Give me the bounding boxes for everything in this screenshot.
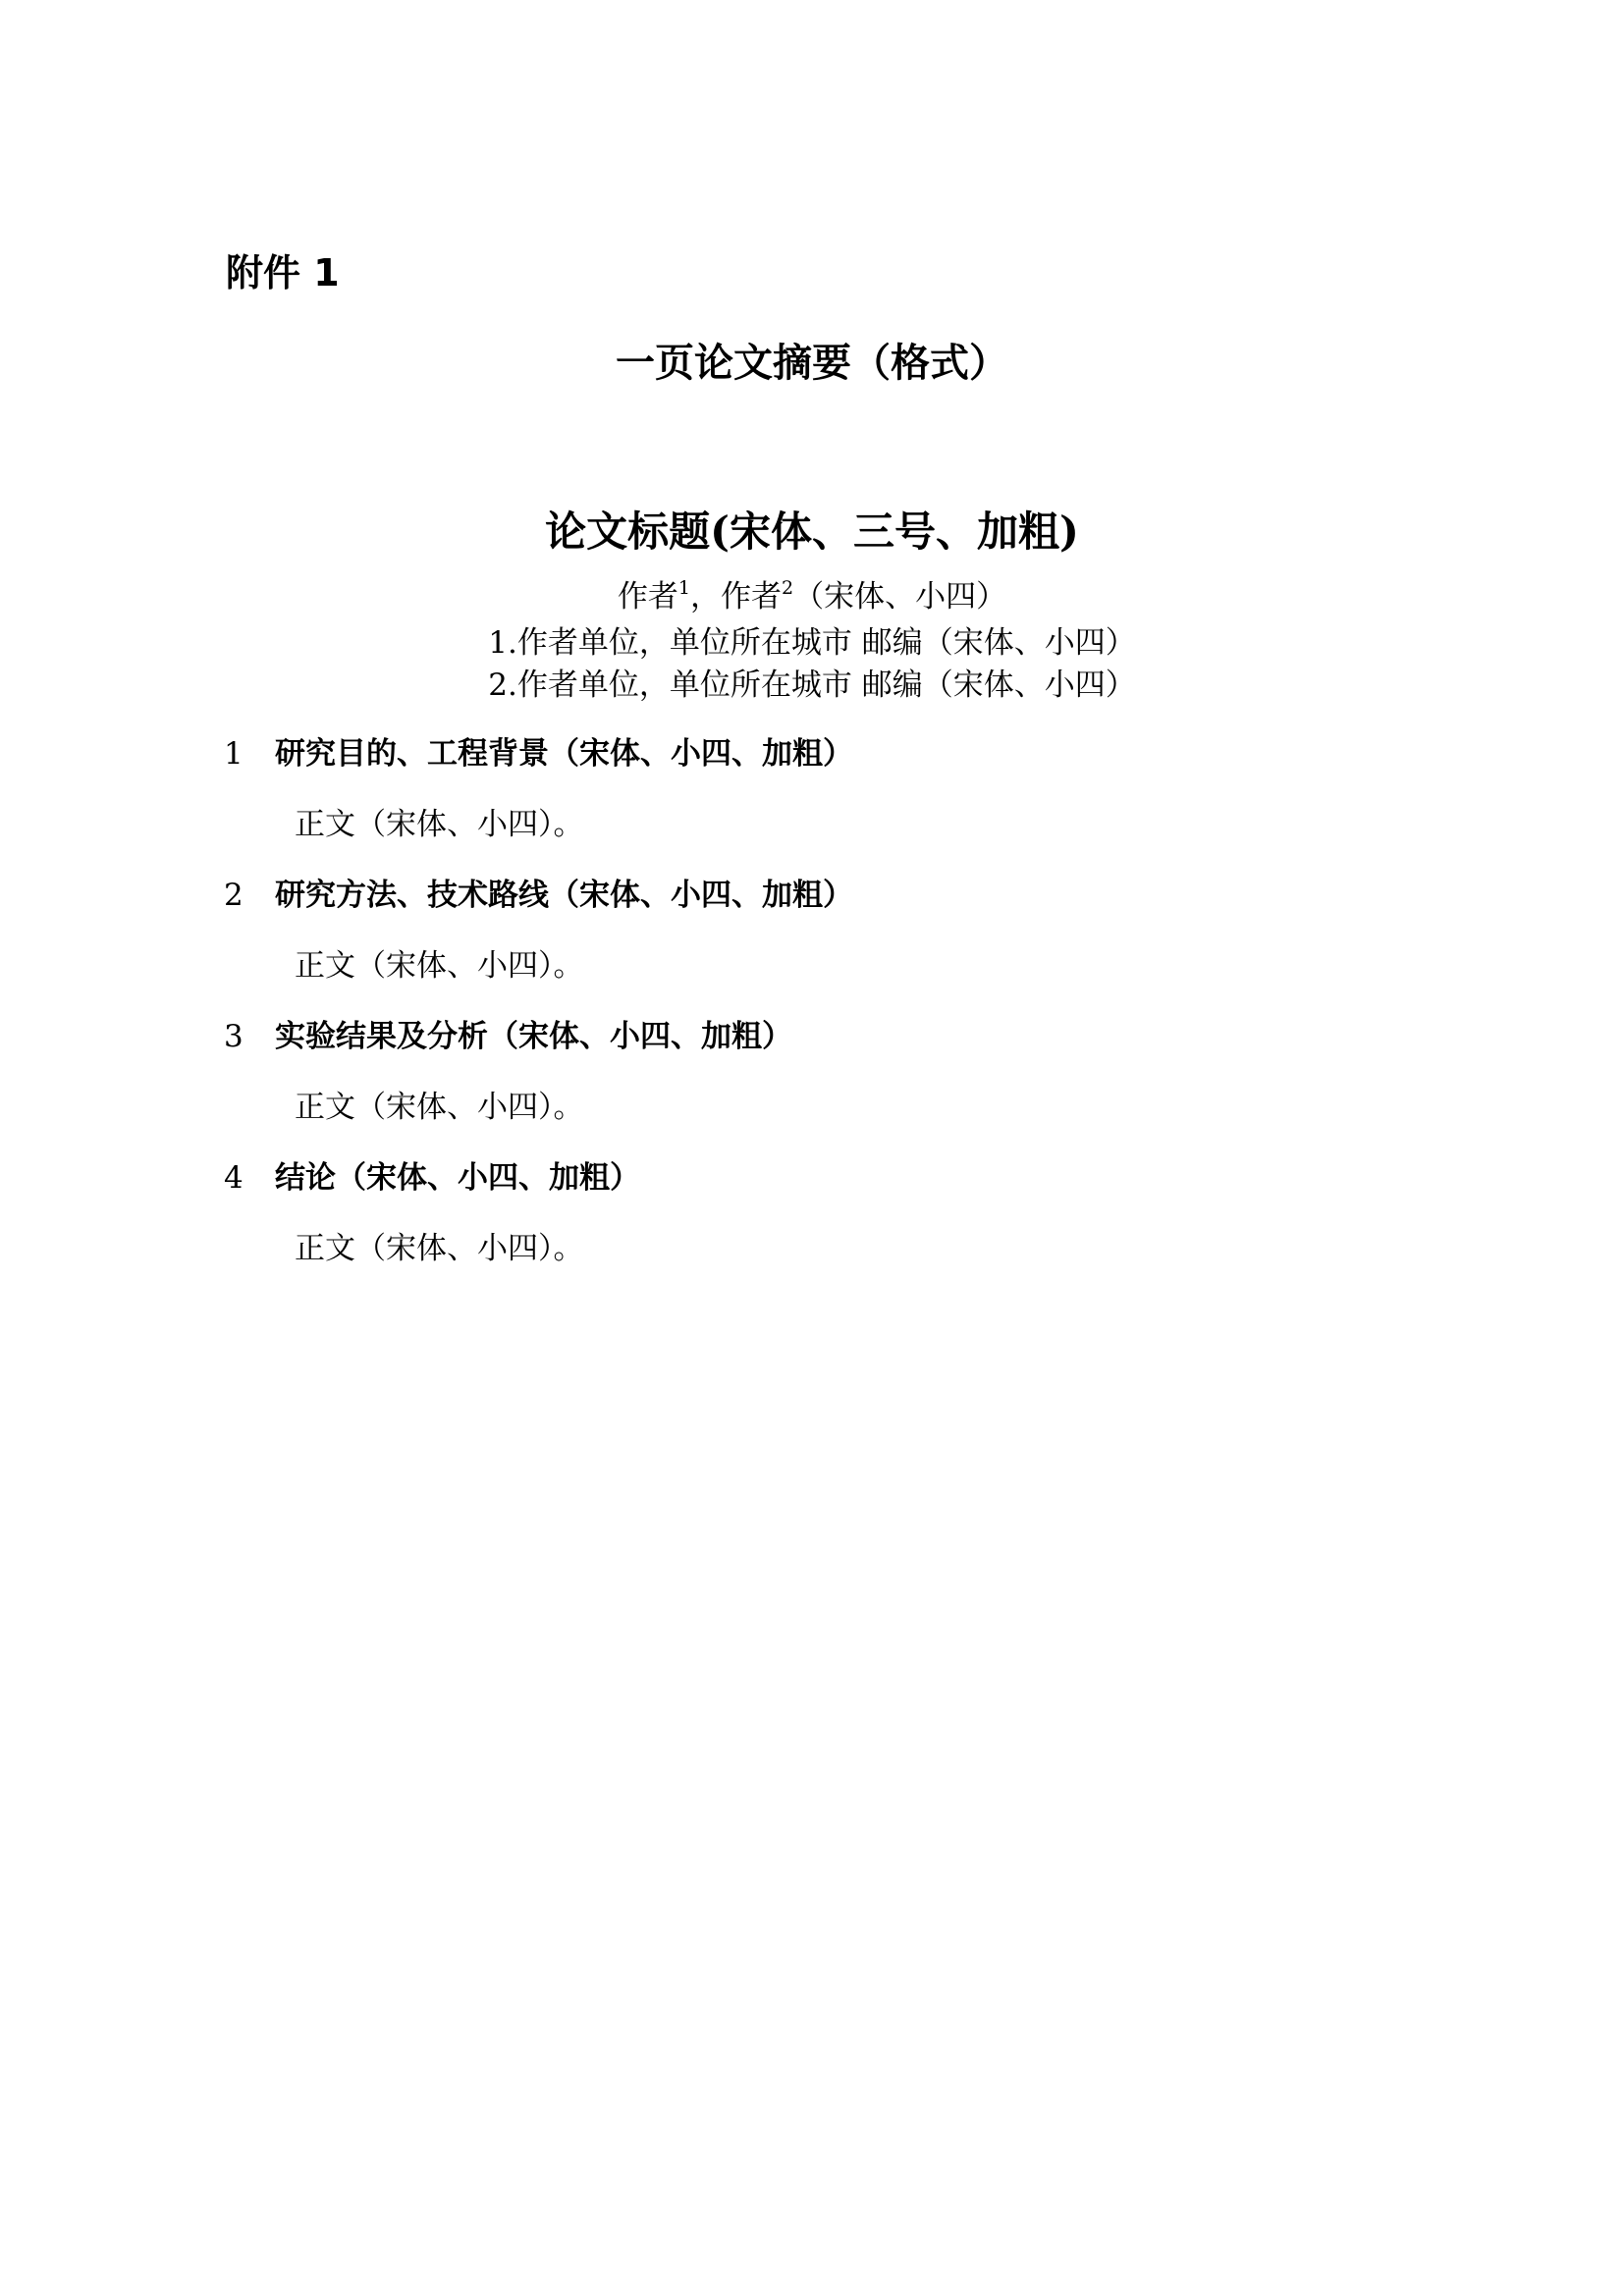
affiliation-1: 1.作者单位，单位所在城市 邮编（宋体、小四）	[488, 625, 1136, 661]
section-1-body: 正文（宋体、小四）。	[295, 807, 584, 842]
section-3-number: 3	[224, 1019, 244, 1054]
section-1-title: 研究目的、工程背景（宋体、小四、加粗）	[275, 736, 853, 772]
section-2-title: 研究方法、技术路线（宋体、小四、加粗）	[275, 878, 853, 913]
section-4-number: 4	[224, 1160, 244, 1196]
section-1-heading	[224, 734, 853, 774]
section-1-number: 1	[224, 736, 244, 772]
affiliation-2: 2.作者单位，单位所在城市 邮编（宋体、小四）	[488, 667, 1136, 703]
attachment-label: 附件 1	[226, 251, 340, 294]
section-3-heading	[224, 1017, 792, 1056]
section-2-body: 正文（宋体、小四）。	[295, 948, 584, 984]
section-4-heading	[224, 1158, 640, 1198]
author-2: 作者	[721, 579, 782, 614]
section-2-heading	[224, 876, 853, 915]
authors-line	[0, 577, 1624, 620]
section-4-title: 结论（宋体、小四、加粗）	[275, 1160, 640, 1196]
authors-format-note: （宋体、小四）	[793, 579, 1007, 614]
page-heading: 一页论文摘要（格式）	[616, 341, 1008, 386]
section-2-number: 2	[224, 878, 244, 913]
author-1: 作者	[617, 579, 678, 614]
section-3-title: 实验结果及分析（宋体、小四、加粗）	[275, 1019, 792, 1054]
author-2-superscript: 2	[782, 577, 794, 599]
author-1-superscript: 1	[677, 577, 690, 599]
author-separator: ，	[690, 579, 721, 614]
section-4-body: 正文（宋体、小四）。	[295, 1231, 584, 1266]
paper-title: 论文标题(宋体、三号、加粗)	[545, 507, 1079, 556]
section-3-body: 正文（宋体、小四）。	[295, 1090, 584, 1125]
